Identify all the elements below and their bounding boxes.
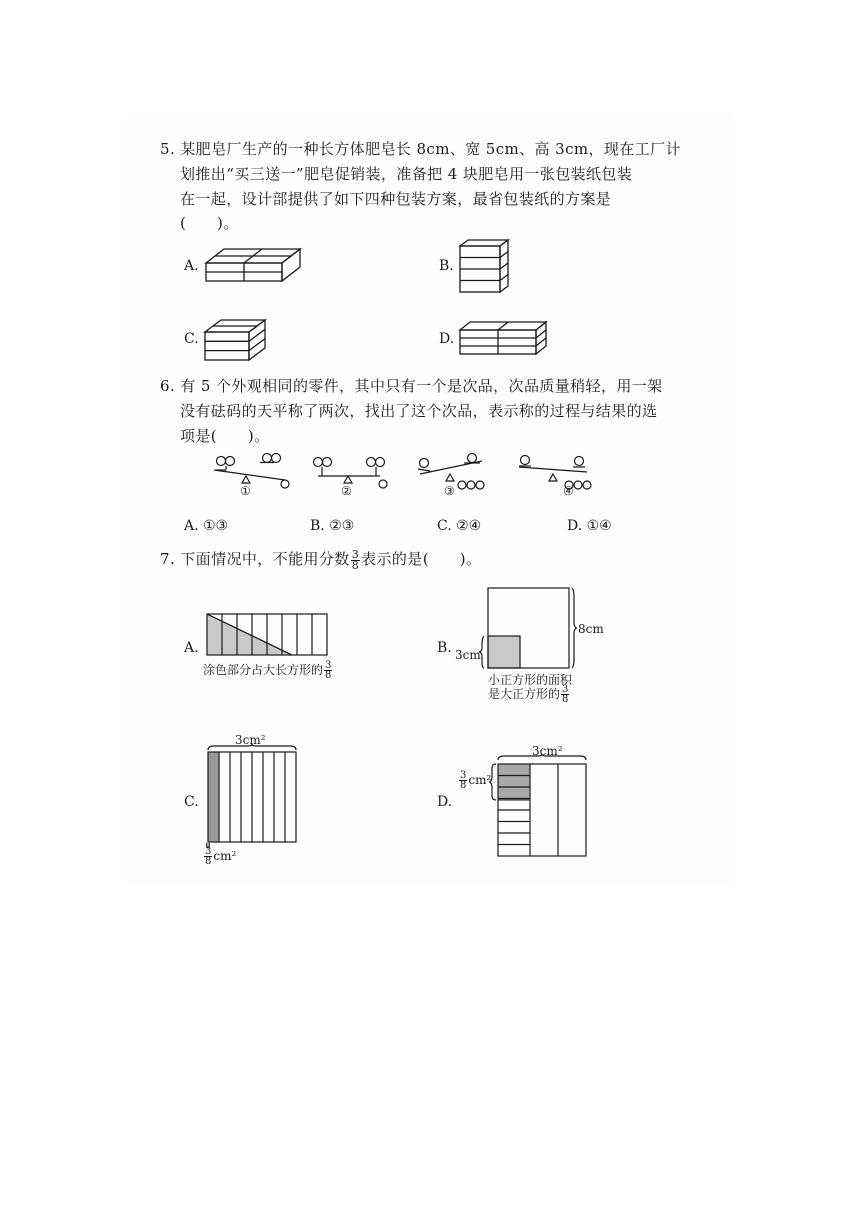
q7-option-d-unit: cm² — [468, 773, 492, 787]
q7-fraction-den: 8 — [351, 558, 360, 572]
q7-option-a-frac-den: 8 — [325, 670, 332, 681]
q7-option-c-frac-den: 8 — [205, 856, 212, 867]
q5-line-3: 在一起，设计部提供了如下四种包装方案，最省包装纸的方案是 — [180, 190, 612, 208]
q7-option-b-caption-2-text: 是大正方形的 — [488, 687, 561, 701]
q7-option-b-figure — [480, 586, 580, 672]
q7-option-d-figure — [488, 754, 598, 860]
q7-option-d-frac-den: 8 — [460, 780, 467, 791]
q7-option-d-label[interactable]: D. — [437, 794, 453, 810]
q5-option-d-label[interactable]: D. — [439, 331, 455, 347]
q7-option-c-label[interactable]: C. — [184, 794, 199, 810]
q7-option-d-top-label: 3cm² — [532, 744, 563, 758]
q7-option-c-frac-num: 3 — [205, 846, 212, 857]
q6-line-2: 没有砝码的天平称了两次，找出了这个次品，表示称的过程与结果的选 — [180, 402, 658, 420]
q5-option-a-figure — [204, 245, 304, 285]
q7-option-b-fraction — [561, 685, 569, 704]
q7-stem — [160, 547, 481, 572]
q7-fraction — [351, 547, 360, 572]
q7-option-d-frac-num: 3 — [460, 770, 467, 781]
q7-fraction-num: 3 — [351, 547, 360, 561]
q7-option-d-fraction — [459, 771, 467, 790]
q7-option-c-bottom-label — [203, 847, 236, 866]
q7-option-a-caption — [203, 661, 333, 680]
q5-line-2: 划推出“买三送一”肥皂促销装，准备把 4 块肥皂用一张包装纸包装 — [180, 165, 633, 183]
q6-option-c[interactable]: C. ②④ — [437, 518, 482, 534]
q6-line-1: 6. 有 5 个外观相同的零件，其中只有一个是次品，次品质量稍轻，用一架 — [160, 377, 663, 395]
q7-option-a-caption-text: 涂色部分占大长方形的 — [203, 663, 324, 677]
q6-line-3: 项是( )。 — [180, 427, 270, 445]
q5-line-4: ( )。 — [180, 214, 239, 232]
q6-scale-3-label: ③ — [444, 484, 455, 498]
q6-scale-4-label: ④ — [563, 484, 574, 498]
q6-scale-2 — [310, 452, 395, 500]
q7-option-d-side-label — [458, 771, 491, 790]
q5-option-c-label[interactable]: C. — [184, 331, 199, 347]
q7-option-b-side-big: 8cm — [578, 622, 604, 636]
q7-option-b-caption-2 — [488, 685, 570, 704]
q7-option-b-label[interactable]: B. — [437, 640, 452, 656]
q7-option-b-frac-num: 3 — [562, 684, 569, 695]
q6-scale-3 — [412, 452, 502, 500]
q7-option-c-figure — [202, 744, 302, 850]
q5-line-1: 5. 某肥皂厂生产的一种长方体肥皂长 8cm、宽 5cm、高 3cm，现在工厂计 — [160, 140, 681, 158]
q5-option-b-figure — [458, 238, 518, 296]
q7-option-b-side-small: 3cm — [455, 648, 481, 662]
q7-option-a-label[interactable]: A. — [184, 640, 199, 656]
q6-scale-2-label: ② — [341, 484, 352, 498]
q7-option-b-caption-1: 小正方形的面积 — [488, 673, 573, 687]
q5-option-d-figure — [458, 320, 548, 358]
q6-option-b[interactable]: B. ②③ — [310, 518, 355, 534]
q6-scale-1-label: ① — [240, 484, 251, 498]
q7-option-a-frac-num: 3 — [325, 660, 332, 671]
q7-option-a-fraction — [324, 661, 332, 680]
q7-option-b-frac-den: 8 — [562, 694, 569, 705]
q6-scale-1 — [210, 452, 295, 500]
q5-option-b-label[interactable]: B. — [439, 258, 454, 274]
q7-text-before: 7. 下面情况中，不能用分数 — [160, 550, 350, 568]
q5-option-c-figure — [203, 318, 273, 364]
q7-option-c-top-label: 3cm² — [235, 733, 266, 747]
q5-option-a-label[interactable]: A. — [184, 258, 199, 274]
q7-option-c-unit: cm² — [213, 849, 237, 863]
q6-option-d[interactable]: D. ①④ — [567, 518, 612, 534]
q7-option-c-fraction — [204, 847, 212, 866]
q7-option-a-figure — [207, 614, 332, 658]
q6-option-a[interactable]: A. ①③ — [184, 518, 229, 534]
q7-text-after: 表示的是( )。 — [361, 550, 482, 568]
